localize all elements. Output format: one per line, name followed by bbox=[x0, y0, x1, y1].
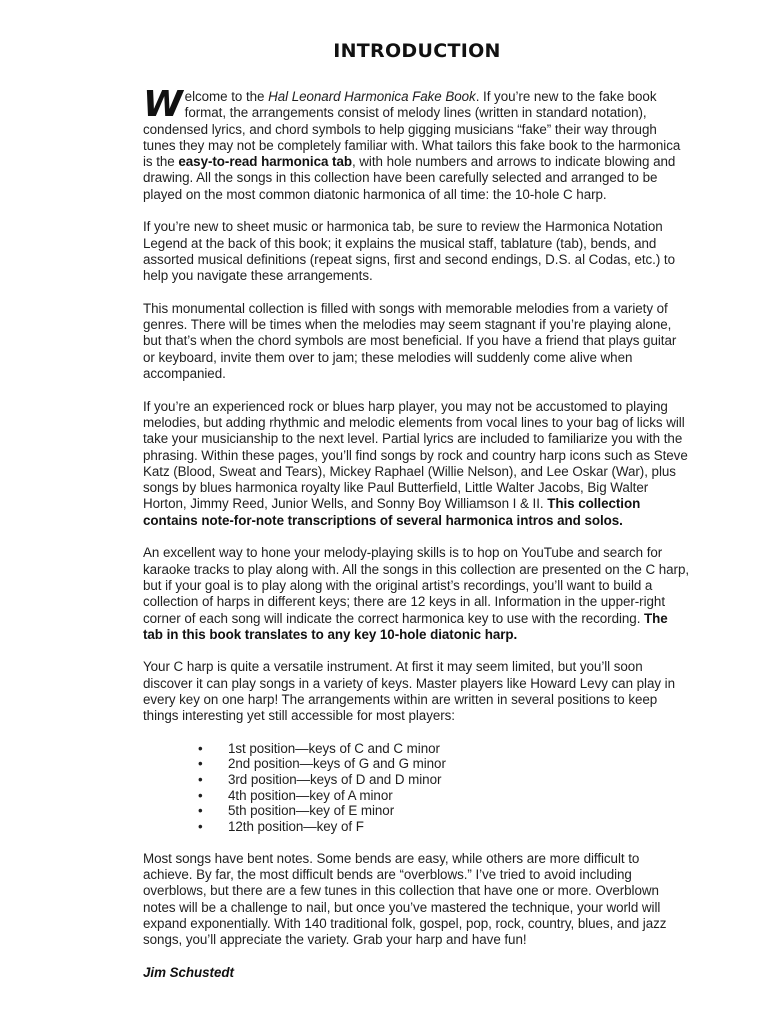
paragraph-experienced-players: If you’re an experienced rock or blues harp player, you may not be accustomed to playing melodies, but adding rhythmic and melodic elements from vocal lines to your bag of licks will take your musicianship to the next level. Partial lyrics are included to familiarize you with the phrasing. Within these pages, you’ll find songs by rock and country harp icons such as Steve Katz (Blood, Sweat and Tears), Mickey Raphael (Willie Nelson), and Lee Oskar (War), plus songs by blues harmonica royalty like Paul Butterfield, Little Walter Jacobs, Big Walter Horton, Jimmy Reed, Junior Wells, and Sonny Boy Williamson I & II. This collection contains note-for-note transcriptions of several harmonica intros and solos. bbox=[143, 398, 688, 528]
emphasis-transcriptions: This collection contains note-for-note transcriptions of several harmonica intros and solos. bbox=[143, 496, 641, 528]
bullet-icon: • bbox=[198, 787, 203, 803]
emphasis-tab: easy-to-read harmonica tab bbox=[178, 154, 352, 170]
introduction-body bbox=[143, 84, 691, 997]
list-item: • 5th position—key of E minor bbox=[198, 803, 395, 819]
bullet-icon: • bbox=[198, 803, 203, 819]
list-item: • 12th position—key of F bbox=[198, 818, 364, 834]
emphasis-any-key: The tab in this book translates to any key 10-hole diatonic harp. bbox=[143, 610, 668, 642]
paragraph-c-harp: Your C harp is quite a versatile instrument. At first it may seem limited, but you’ll soon discover it can play songs in a variety of keys. Master players like Howard Levy can play in every key on one harp! The arrangements within are written in several positions to keep things interesting yet still accessible for most players: bbox=[143, 659, 676, 724]
positions-list bbox=[143, 741, 691, 835]
list-item: • 1st position—keys of C and C minor bbox=[198, 740, 440, 756]
bullet-icon: • bbox=[198, 740, 203, 756]
paragraph-collection: This monumental collection is filled with songs with memorable melodies from a variety of genres. There will be times when the melodies may seem stagnant if you’re playing alone, but that’s when the chord symbols are most beneficial. If you have a friend that plays guitar or keyboard, invite them over to jam; these melodies will suddenly come alive when accompanied. bbox=[143, 300, 677, 382]
book-title: Hal Leonard Harmonica Fake Book bbox=[268, 89, 476, 104]
list-item: • 4th position—key of A minor bbox=[198, 787, 393, 803]
paragraph-youtube: An excellent way to hone your melody-playing skills is to hop on YouTube and search for karaoke tracks to play along with. All the songs in this collection are presented on the C harp, but if your goal is to play along with the original artist’s recordings, you’ll want to build a collection of harps in different keys; there are 12 keys in all. Information in the upper-right corner of each song will indicate the correct harmonica key to use with the recording. The tab in this book translates to any key 10-hole diatonic harp. bbox=[143, 545, 690, 642]
paragraph-notation-legend: If you’re new to sheet music or harmonica tab, be sure to review the Harmonica Notation Legend at the back of this book; it explains the musical staff, tablature (tab), bends, and assorted musical definitions (repeat signs, first and second endings, D.S. al Codas, etc.) to help you navigate these arrangements. bbox=[143, 219, 675, 284]
paragraph-bends: Most songs have bent notes. Some bends are easy, while others are more difficult to achieve. By far, the most difficult bends are “overblows.” I’ve tried to avoid including overblows, but there are a few tunes in this collection that have one or more. Overblown notes will be a challenge to nail, but once you’ve mastered the technique, your world will expand exponentially. With 140 traditional folk, gospel, pop, rock, country, blues, and jazz songs, you’ll appreciate the variety. Grab your harp and have fun! bbox=[143, 850, 667, 948]
bullet-icon: • bbox=[198, 818, 203, 834]
page-title: INTRODUCTION bbox=[333, 40, 501, 62]
bullet-icon: • bbox=[198, 772, 203, 788]
paragraph-welcome: Welcome to the Hal Leonard Harmonica Fake Book. If you’re new to the fake book format, the arrangements consist of melody lines (written in standard notation), condensed lyrics, and chord symbols to help gigging musicians “fake” their way through tunes they may not be completely familiar with. What tailors this fake book to the harmonica is the easy-to-read harmonica tab, with hole numbers and arrows to indicate blowing and drawing. All the songs in this collection have been carefully selected and arranged to be played on the most common diatonic harmonica of all time: the 10-hole C harp. bbox=[143, 84, 681, 202]
author-signature: Jim Schustedt bbox=[143, 964, 234, 980]
drop-cap: W bbox=[143, 84, 183, 125]
list-item: • 2nd position—keys of G and G minor bbox=[198, 756, 446, 772]
bullet-icon: • bbox=[198, 756, 203, 772]
list-item: • 3rd position—keys of D and D minor bbox=[198, 772, 442, 788]
